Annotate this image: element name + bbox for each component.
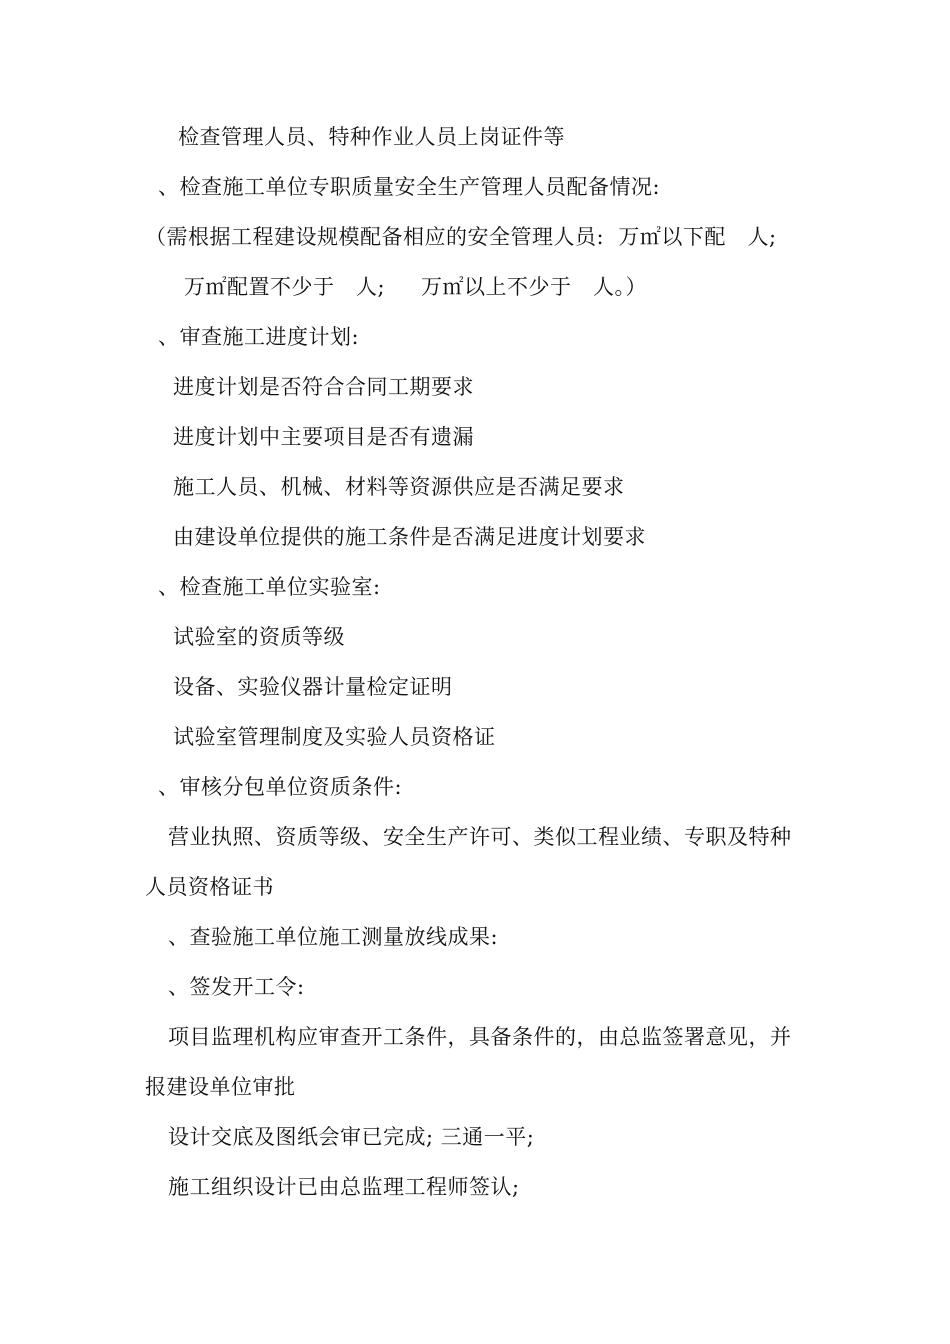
text-line-12: 设备、实验仪器计量检定证明 bbox=[173, 675, 453, 699]
text-line-9: 由建设单位提供的施工条件是否满足进度计划要求 bbox=[173, 525, 646, 549]
text-line-4: 万㎡配置不少于 人; 万㎡以上不少于 人。） bbox=[184, 275, 648, 299]
text-line-21: 设计交底及图纸会审已完成; 三通一平; bbox=[168, 1125, 535, 1149]
text-line-8: 施工人员、机械、材料等资源供应是否满足要求 bbox=[173, 475, 625, 499]
text-line-19: 项目监理机构应审查开工条件，具备条件的，由总监签署意见，并 bbox=[168, 1025, 792, 1049]
text-line-18: 、签发开工令: bbox=[168, 975, 305, 999]
text-line-5: 、审查施工进度计划: bbox=[158, 325, 360, 349]
text-line-7: 进度计划中主要项目是否有遗漏 bbox=[173, 425, 474, 449]
text-line-17: 、查验施工单位施工测量放线成果: bbox=[168, 925, 499, 949]
text-line-11: 试验室的资质等级 bbox=[173, 625, 345, 649]
text-line-14: 、审核分包单位资质条件: bbox=[158, 775, 403, 799]
text-line-2: 、检查施工单位专职质量安全生产管理人员配备情况: bbox=[158, 175, 661, 199]
text-line-13: 试验室管理制度及实验人员资格证 bbox=[173, 725, 496, 749]
text-line-15: 营业执照、资质等级、安全生产许可、类似工程业绩、专职及特种 bbox=[168, 825, 792, 849]
text-line-16: 人员资格证书 bbox=[145, 875, 274, 899]
text-line-10: 、检查施工单位实验室: bbox=[158, 575, 381, 599]
text-line-22: 施工组织设计已由总监理工程师签认; bbox=[168, 1175, 520, 1199]
text-line-1: 检查管理人员、特种作业人员上岗证件等 bbox=[178, 125, 565, 149]
text-line-3: （需根据工程建设规模配备相应的安全管理人员: 万㎡以下配 人; bbox=[145, 225, 777, 249]
text-line-6: 进度计划是否符合合同工期要求 bbox=[173, 375, 474, 399]
text-line-20: 报建设单位审批 bbox=[145, 1075, 296, 1099]
